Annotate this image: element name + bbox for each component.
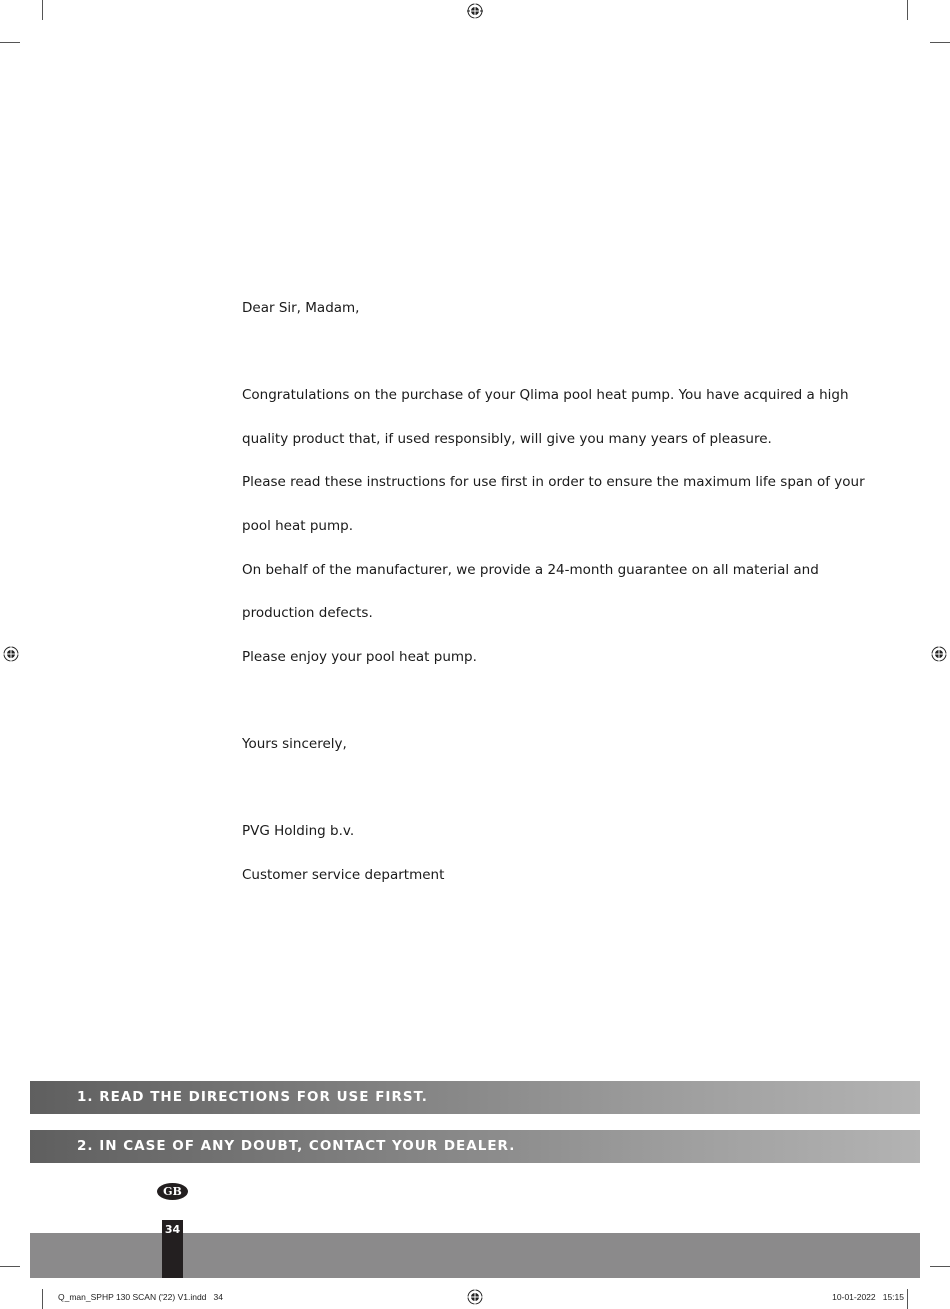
letter-line: Congratulations on the purchase of your Qlima pool heat pump. You have acquired a high — [242, 387, 849, 403]
crop-mark — [907, 1289, 908, 1309]
print-slug-date: 10-01-2022 15:15 — [832, 1292, 904, 1302]
notice-read-directions: 1. READ THE DIRECTIONS FOR USE FIRST. — [77, 1089, 428, 1105]
registration-mark-icon — [3, 646, 19, 662]
language-badge: GB — [157, 1183, 188, 1200]
registration-mark-icon — [467, 1289, 483, 1305]
registration-mark-icon — [467, 3, 483, 19]
department-name: Customer service department — [242, 867, 445, 883]
crop-mark — [0, 42, 20, 43]
page-number: 34 — [162, 1220, 183, 1278]
crop-mark — [930, 42, 950, 43]
notice-band — [30, 1130, 920, 1163]
letter-line: Please read these instructions for use first in order to ensure the maximum life span of your — [242, 474, 865, 490]
notice-contact-dealer: 2. IN CASE OF ANY DOUBT, CONTACT YOUR DEALER. — [77, 1138, 516, 1154]
print-slug-file: Q_man_SPHP 130 SCAN ('22) V1.indd 34 — [58, 1292, 223, 1302]
registration-mark-icon — [931, 646, 947, 662]
letter-line: On behalf of the manufacturer, we provide a 24-month guarantee on all material and — [242, 562, 819, 578]
company-name: PVG Holding b.v. — [242, 823, 355, 839]
crop-mark — [42, 1289, 43, 1309]
letter-line: quality product that, if used responsibly, will give you many years of pleasure. — [242, 431, 772, 447]
letter-line: production defects. — [242, 605, 373, 621]
letter-line: pool heat pump. — [242, 518, 353, 534]
notice-band — [30, 1081, 920, 1114]
crop-mark — [0, 1266, 20, 1267]
letter-line: Please enjoy your pool heat pump. — [242, 649, 477, 665]
salutation: Dear Sir, Madam, — [242, 300, 360, 316]
crop-mark — [907, 0, 908, 20]
closing: Yours sincerely, — [242, 736, 347, 752]
crop-mark — [42, 0, 43, 20]
crop-mark — [930, 1266, 950, 1267]
